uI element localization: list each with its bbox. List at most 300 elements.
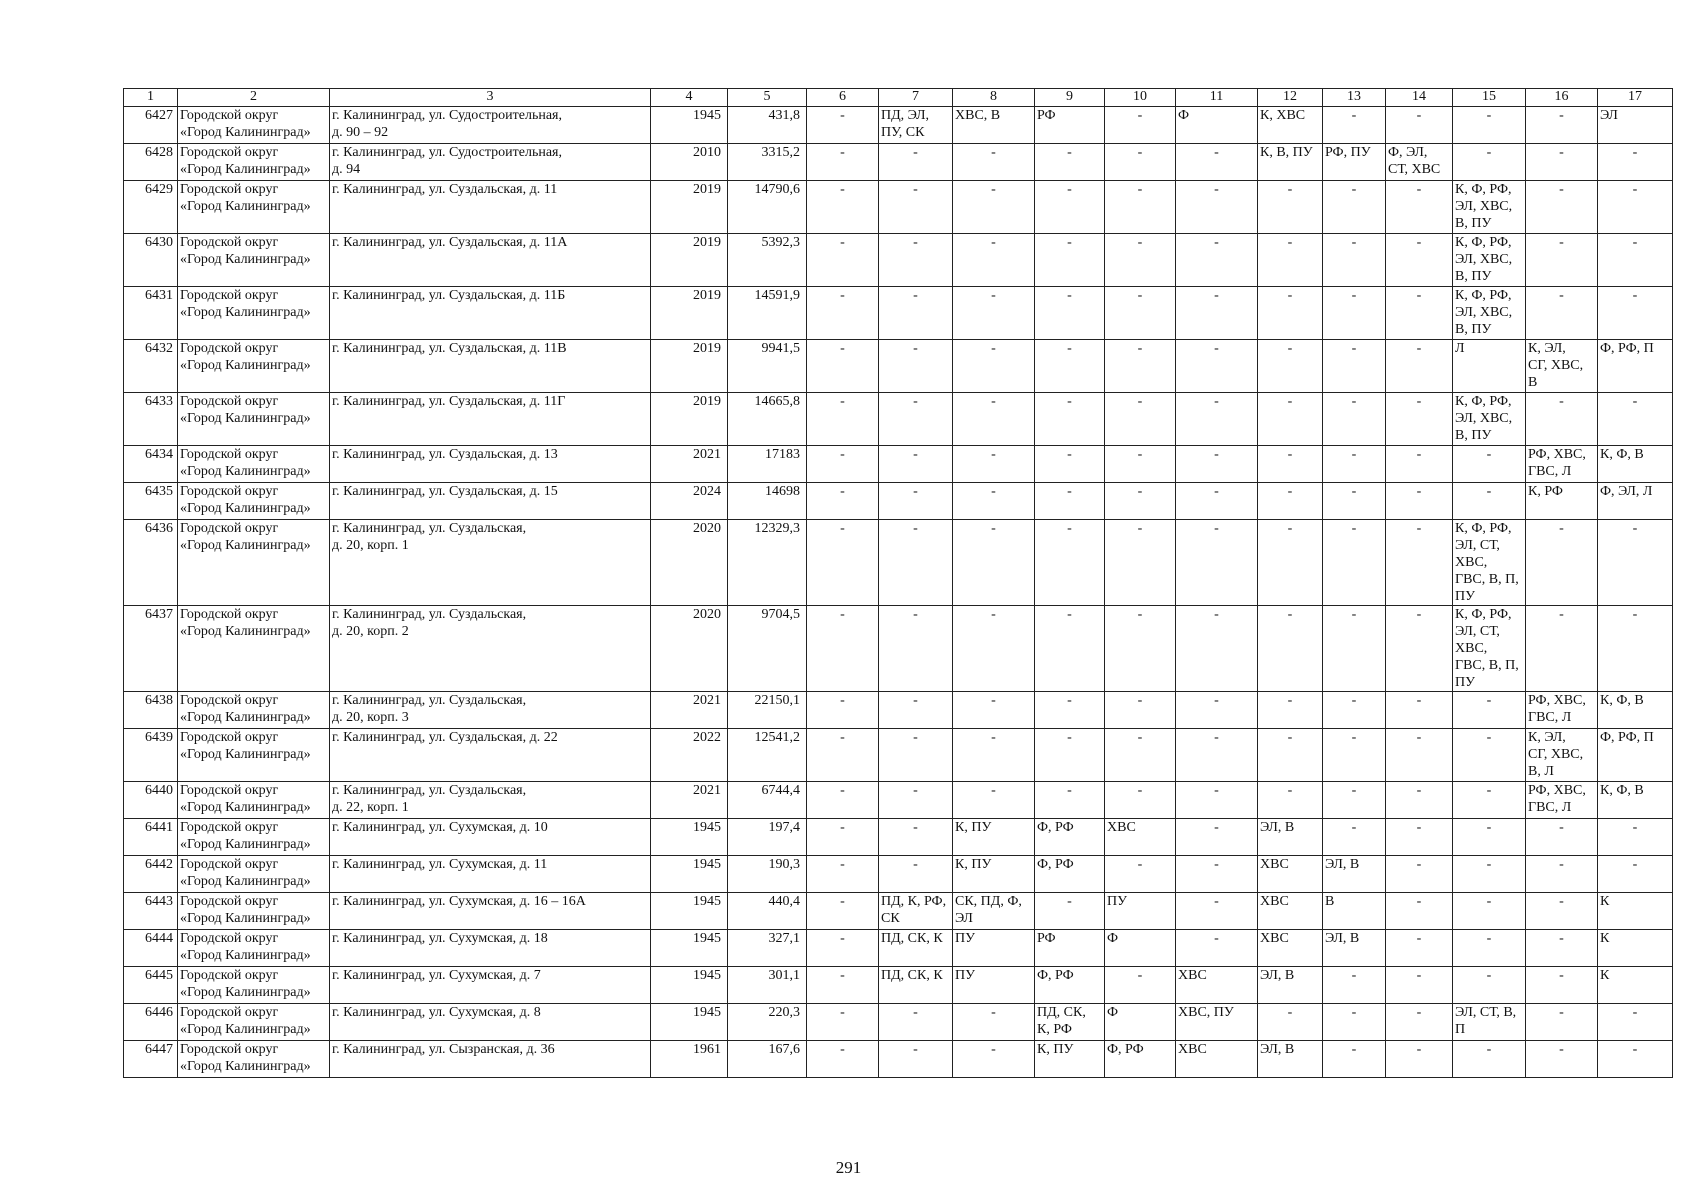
table-cell-col-9: - [1035, 692, 1105, 729]
table-cell-col-17: - [1598, 287, 1673, 340]
table-cell-col-7: - [879, 340, 953, 393]
table-cell-col-10: - [1105, 483, 1176, 520]
table-cell-col-11: - [1176, 729, 1258, 782]
table-cell-col-5: 327,1 [728, 930, 807, 967]
column-header: 8 [953, 89, 1035, 107]
table-cell-col-4: 2019 [651, 393, 728, 446]
table-cell-col-11: - [1176, 692, 1258, 729]
table-cell-col-11: - [1176, 856, 1258, 893]
table-cell-col-4: 2021 [651, 446, 728, 483]
table-cell-col-16: - [1526, 234, 1598, 287]
table-cell-col-10: - [1105, 606, 1176, 692]
table-cell-col-13: - [1323, 107, 1386, 144]
table-cell-col-15: К, Ф, РФ, ЭЛ, СТ, ХВС, ГВС, В, П, ПУ [1453, 606, 1526, 692]
table-cell-col-9: - [1035, 729, 1105, 782]
table-cell-col-10: - [1105, 520, 1176, 606]
table-cell-col-5: 431,8 [728, 107, 807, 144]
table-cell-col-1: 6434 [124, 446, 178, 483]
table-cell-col-16: - [1526, 967, 1598, 1004]
table-cell-col-2: Городской округ «Город Калининград» [178, 287, 330, 340]
table-cell-col-2: Городской округ «Город Калининград» [178, 729, 330, 782]
table-cell-col-12: ХВС [1258, 893, 1323, 930]
table-cell-col-4: 2019 [651, 287, 728, 340]
table-cell-col-11: ХВС [1176, 967, 1258, 1004]
table-cell-col-8: СК, ПД, Ф, ЭЛ [953, 893, 1035, 930]
table-cell-col-3: г. Калининград, ул. Сухумская, д. 18 [330, 930, 651, 967]
table-cell-col-13: - [1323, 181, 1386, 234]
table-cell-col-15: - [1453, 107, 1526, 144]
table-cell-col-15: К, Ф, РФ, ЭЛ, СТ, ХВС, ГВС, В, П, ПУ [1453, 520, 1526, 606]
table-cell-col-4: 2024 [651, 483, 728, 520]
table-cell-col-3: г. Калининград, ул. Суздальская, д. 20, корп. 3 [330, 692, 651, 729]
table-cell-col-16: - [1526, 1041, 1598, 1078]
table-cell-col-16: - [1526, 1004, 1598, 1041]
table-cell-col-16: РФ, ХВС, ГВС, Л [1526, 692, 1598, 729]
column-header: 3 [330, 89, 651, 107]
table-row [124, 967, 1673, 1004]
table-cell-col-10: - [1105, 446, 1176, 483]
table-cell-col-6: - [807, 181, 879, 234]
table-cell-col-17: - [1598, 1004, 1673, 1041]
table-row [124, 340, 1673, 393]
table-cell-col-11: - [1176, 606, 1258, 692]
table-cell-col-2: Городской округ «Город Калининград» [178, 856, 330, 893]
table-cell-col-6: - [807, 340, 879, 393]
table-cell-col-5: 14591,9 [728, 287, 807, 340]
table-cell-col-7: - [879, 819, 953, 856]
table-cell-col-1: 6428 [124, 144, 178, 181]
table-cell-col-5: 220,3 [728, 1004, 807, 1041]
column-header: 5 [728, 89, 807, 107]
table-cell-col-9: - [1035, 893, 1105, 930]
table-cell-col-14: - [1386, 819, 1453, 856]
table-cell-col-5: 301,1 [728, 967, 807, 1004]
table-cell-col-14: - [1386, 930, 1453, 967]
table-cell-col-4: 1945 [651, 893, 728, 930]
table-cell-col-12: - [1258, 606, 1323, 692]
table-cell-col-7: - [879, 144, 953, 181]
column-header: 15 [1453, 89, 1526, 107]
table-cell-col-9: - [1035, 446, 1105, 483]
table-cell-col-3: г. Калининград, ул. Сухумская, д. 10 [330, 819, 651, 856]
table-cell-col-6: - [807, 287, 879, 340]
table-row [124, 1004, 1673, 1041]
table-cell-col-14: - [1386, 692, 1453, 729]
table-cell-col-8: ХВС, В [953, 107, 1035, 144]
table-cell-col-14: - [1386, 234, 1453, 287]
table-cell-col-2: Городской округ «Город Калининград» [178, 393, 330, 446]
table-cell-col-13: - [1323, 606, 1386, 692]
table-cell-col-7: ПД, СК, К [879, 967, 953, 1004]
table-cell-col-8: - [953, 483, 1035, 520]
table-cell-col-10: - [1105, 234, 1176, 287]
table-cell-col-13: РФ, ПУ [1323, 144, 1386, 181]
table-cell-col-12: ХВС [1258, 930, 1323, 967]
table-cell-col-12: ЭЛ, В [1258, 967, 1323, 1004]
table-cell-col-12: К, ХВС [1258, 107, 1323, 144]
table-cell-col-15: - [1453, 967, 1526, 1004]
table-cell-col-14: - [1386, 340, 1453, 393]
table-cell-col-13: - [1323, 234, 1386, 287]
table-cell-col-17: - [1598, 144, 1673, 181]
table-cell-col-2: Городской округ «Город Калининград» [178, 692, 330, 729]
table-row [124, 181, 1673, 234]
column-header: 10 [1105, 89, 1176, 107]
table-cell-col-15: - [1453, 1041, 1526, 1078]
table-cell-col-10: - [1105, 107, 1176, 144]
table-cell-col-17: ЭЛ [1598, 107, 1673, 144]
column-header: 14 [1386, 89, 1453, 107]
table-cell-col-15: - [1453, 729, 1526, 782]
table-row [124, 1041, 1673, 1078]
table-cell-col-7: - [879, 1004, 953, 1041]
table-cell-col-5: 12329,3 [728, 520, 807, 606]
table-cell-col-12: - [1258, 393, 1323, 446]
table-cell-col-8: - [953, 782, 1035, 819]
table-row [124, 287, 1673, 340]
table-cell-col-17: - [1598, 1041, 1673, 1078]
table-cell-col-15: ЭЛ, СТ, В, П [1453, 1004, 1526, 1041]
table-cell-col-16: - [1526, 930, 1598, 967]
table-cell-col-11: - [1176, 483, 1258, 520]
table-cell-col-10: - [1105, 856, 1176, 893]
table-cell-col-4: 2021 [651, 782, 728, 819]
table-cell-col-17: Ф, РФ, П [1598, 729, 1673, 782]
table-cell-col-15: - [1453, 893, 1526, 930]
table-cell-col-14: - [1386, 287, 1453, 340]
table-cell-col-2: Городской округ «Город Калининград» [178, 483, 330, 520]
table-cell-col-4: 2021 [651, 692, 728, 729]
table-cell-col-8: - [953, 287, 1035, 340]
table-cell-col-15: - [1453, 446, 1526, 483]
table-cell-col-16: - [1526, 393, 1598, 446]
table-cell-col-9: - [1035, 144, 1105, 181]
table-cell-col-4: 1945 [651, 856, 728, 893]
table-cell-col-17: - [1598, 393, 1673, 446]
table-cell-col-2: Городской округ «Город Калининград» [178, 107, 330, 144]
table-cell-col-11: - [1176, 520, 1258, 606]
table-cell-col-8: - [953, 234, 1035, 287]
table-cell-col-17: К, Ф, В [1598, 782, 1673, 819]
table-cell-col-17: Ф, ЭЛ, Л [1598, 483, 1673, 520]
table-cell-col-12: ЭЛ, В [1258, 819, 1323, 856]
table-cell-col-6: - [807, 234, 879, 287]
table-cell-col-2: Городской округ «Город Калининград» [178, 1004, 330, 1041]
table-cell-col-4: 2019 [651, 181, 728, 234]
table-cell-col-11: - [1176, 930, 1258, 967]
table-cell-col-12: - [1258, 234, 1323, 287]
table-cell-col-17: К [1598, 930, 1673, 967]
table-cell-col-17: - [1598, 819, 1673, 856]
table-cell-col-12: - [1258, 782, 1323, 819]
table-cell-col-10: - [1105, 340, 1176, 393]
table-cell-col-12: - [1258, 340, 1323, 393]
table-cell-col-1: 6446 [124, 1004, 178, 1041]
table-cell-col-3: г. Калининград, ул. Суздальская, д. 11А [330, 234, 651, 287]
table-cell-col-8: ПУ [953, 930, 1035, 967]
table-cell-col-8: - [953, 393, 1035, 446]
table-cell-col-13: - [1323, 393, 1386, 446]
table-cell-col-4: 2022 [651, 729, 728, 782]
column-header: 7 [879, 89, 953, 107]
table-cell-col-3: г. Калининград, ул. Суздальская, д. 22, корп. 1 [330, 782, 651, 819]
table-cell-col-16: К, РФ [1526, 483, 1598, 520]
column-header: 12 [1258, 89, 1323, 107]
table-cell-col-7: - [879, 234, 953, 287]
column-header: 6 [807, 89, 879, 107]
table-cell-col-11: - [1176, 287, 1258, 340]
table-row [124, 393, 1673, 446]
table-cell-col-13: - [1323, 520, 1386, 606]
table-row [124, 483, 1673, 520]
table-cell-col-7: ПД, ЭЛ, ПУ, СК [879, 107, 953, 144]
table-cell-col-10: - [1105, 144, 1176, 181]
table-cell-col-5: 22150,1 [728, 692, 807, 729]
table-cell-col-16: - [1526, 287, 1598, 340]
table-cell-col-6: - [807, 782, 879, 819]
table-cell-col-1: 6440 [124, 782, 178, 819]
table-row [124, 782, 1673, 819]
column-header: 11 [1176, 89, 1258, 107]
table-cell-col-2: Городской округ «Город Калининград» [178, 234, 330, 287]
table-cell-col-3: г. Калининград, ул. Сызранская, д. 36 [330, 1041, 651, 1078]
table-cell-col-16: - [1526, 856, 1598, 893]
table-cell-col-12: - [1258, 287, 1323, 340]
table-cell-col-17: - [1598, 856, 1673, 893]
table-cell-col-6: - [807, 819, 879, 856]
registry-table [123, 88, 1673, 1078]
table-cell-col-5: 9704,5 [728, 606, 807, 692]
table-cell-col-3: г. Калининград, ул. Суздальская, д. 11 [330, 181, 651, 234]
table-cell-col-11: - [1176, 446, 1258, 483]
table-cell-col-9: - [1035, 287, 1105, 340]
table-cell-col-6: - [807, 393, 879, 446]
table-cell-col-9: Ф, РФ [1035, 856, 1105, 893]
table-cell-col-12: ЭЛ, В [1258, 1041, 1323, 1078]
table-cell-col-3: г. Калининград, ул. Суздальская, д. 20, корп. 1 [330, 520, 651, 606]
table-cell-col-4: 2010 [651, 144, 728, 181]
table-cell-col-17: - [1598, 520, 1673, 606]
table-cell-col-16: К, ЭЛ, СГ, ХВС, В [1526, 340, 1598, 393]
table-cell-col-14: - [1386, 729, 1453, 782]
table-cell-col-15: - [1453, 856, 1526, 893]
table-cell-col-11: - [1176, 181, 1258, 234]
table-cell-col-9: РФ [1035, 930, 1105, 967]
table-cell-col-12: - [1258, 729, 1323, 782]
table-cell-col-8: К, ПУ [953, 819, 1035, 856]
table-cell-col-7: ПД, СК, К [879, 930, 953, 967]
table-cell-col-16: - [1526, 107, 1598, 144]
table-cell-col-17: К [1598, 893, 1673, 930]
table-cell-col-14: - [1386, 393, 1453, 446]
table-cell-col-6: - [807, 930, 879, 967]
table-cell-col-6: - [807, 520, 879, 606]
table-cell-col-5: 3315,2 [728, 144, 807, 181]
table-cell-col-6: - [807, 967, 879, 1004]
table-cell-col-9: - [1035, 782, 1105, 819]
table-cell-col-6: - [807, 1004, 879, 1041]
table-cell-col-9: - [1035, 606, 1105, 692]
table-cell-col-16: К, ЭЛ, СГ, ХВС, В, Л [1526, 729, 1598, 782]
table-cell-col-14: - [1386, 606, 1453, 692]
table-cell-col-10: - [1105, 782, 1176, 819]
table-row [124, 144, 1673, 181]
table-cell-col-14: - [1386, 782, 1453, 819]
table-cell-col-1: 6427 [124, 107, 178, 144]
table-cell-col-2: Городской округ «Город Калининград» [178, 340, 330, 393]
table-cell-col-7: - [879, 181, 953, 234]
table-row [124, 930, 1673, 967]
table-cell-col-5: 6744,4 [728, 782, 807, 819]
table-cell-col-11: Ф [1176, 107, 1258, 144]
table-cell-col-11: - [1176, 819, 1258, 856]
table-cell-col-11: - [1176, 340, 1258, 393]
table-cell-col-5: 197,4 [728, 819, 807, 856]
column-header-row [124, 89, 1673, 107]
table-cell-col-15: К, Ф, РФ, ЭЛ, ХВС, В, ПУ [1453, 393, 1526, 446]
table-cell-col-15: - [1453, 144, 1526, 181]
table-cell-col-14: - [1386, 856, 1453, 893]
table-cell-col-13: - [1323, 483, 1386, 520]
table-cell-col-10: Ф [1105, 930, 1176, 967]
table-cell-col-5: 9941,5 [728, 340, 807, 393]
table-cell-col-3: г. Калининград, ул. Сухумская, д. 16 – 16А [330, 893, 651, 930]
table-cell-col-17: К, Ф, В [1598, 692, 1673, 729]
table-cell-col-7: - [879, 483, 953, 520]
table-cell-col-10: - [1105, 181, 1176, 234]
table-cell-col-14: - [1386, 446, 1453, 483]
column-header: 1 [124, 89, 178, 107]
table-cell-col-17: - [1598, 606, 1673, 692]
table-cell-col-1: 6439 [124, 729, 178, 782]
table-cell-col-5: 190,3 [728, 856, 807, 893]
table-cell-col-8: - [953, 692, 1035, 729]
table-cell-col-10: - [1105, 967, 1176, 1004]
table-cell-col-2: Городской округ «Город Калининград» [178, 606, 330, 692]
table-cell-col-13: - [1323, 729, 1386, 782]
table-cell-col-5: 14665,8 [728, 393, 807, 446]
table-cell-col-9: К, ПУ [1035, 1041, 1105, 1078]
table-cell-col-7: - [879, 692, 953, 729]
table-row [124, 819, 1673, 856]
table-cell-col-3: г. Калининград, ул. Суздальская, д. 22 [330, 729, 651, 782]
table-cell-col-12: - [1258, 692, 1323, 729]
table-cell-col-3: г. Калининград, ул. Суздальская, д. 13 [330, 446, 651, 483]
table-cell-col-16: РФ, ХВС, ГВС, Л [1526, 446, 1598, 483]
table-cell-col-4: 2019 [651, 340, 728, 393]
table-cell-col-11: - [1176, 782, 1258, 819]
table-cell-col-1: 6442 [124, 856, 178, 893]
table-cell-col-13: - [1323, 819, 1386, 856]
table-cell-col-10: ПУ [1105, 893, 1176, 930]
table-cell-col-17: К [1598, 967, 1673, 1004]
table-cell-col-7: - [879, 729, 953, 782]
table-cell-col-8: - [953, 1004, 1035, 1041]
table-cell-col-13: - [1323, 1004, 1386, 1041]
table-cell-col-15: - [1453, 930, 1526, 967]
table-cell-col-13: - [1323, 1041, 1386, 1078]
table-cell-col-8: - [953, 446, 1035, 483]
table-cell-col-13: В [1323, 893, 1386, 930]
table-row [124, 234, 1673, 287]
table-cell-col-1: 6433 [124, 393, 178, 446]
table-cell-col-11: - [1176, 144, 1258, 181]
table-cell-col-3: г. Калининград, ул. Суздальская, д. 11Г [330, 393, 651, 446]
table-cell-col-11: ХВС [1176, 1041, 1258, 1078]
table-cell-col-9: Ф, РФ [1035, 967, 1105, 1004]
table-cell-col-14: - [1386, 1004, 1453, 1041]
table-cell-col-6: - [807, 483, 879, 520]
table-cell-col-10: - [1105, 287, 1176, 340]
table-row [124, 729, 1673, 782]
table-cell-col-8: - [953, 181, 1035, 234]
table-cell-col-13: - [1323, 782, 1386, 819]
table-cell-col-2: Городской округ «Город Калининград» [178, 1041, 330, 1078]
table-cell-col-2: Городской округ «Город Калининград» [178, 520, 330, 606]
table-cell-col-13: ЭЛ, В [1323, 856, 1386, 893]
table-cell-col-10: Ф, РФ [1105, 1041, 1176, 1078]
table-row [124, 856, 1673, 893]
table-cell-col-6: - [807, 856, 879, 893]
table-cell-col-1: 6436 [124, 520, 178, 606]
table-cell-col-10: Ф [1105, 1004, 1176, 1041]
table-cell-col-15: - [1453, 483, 1526, 520]
table-cell-col-6: - [807, 144, 879, 181]
table-cell-col-11: - [1176, 393, 1258, 446]
table-cell-col-2: Городской округ «Город Калининград» [178, 819, 330, 856]
table-cell-col-15: К, Ф, РФ, ЭЛ, ХВС, В, ПУ [1453, 181, 1526, 234]
table-cell-col-7: - [879, 520, 953, 606]
table-cell-col-11: - [1176, 893, 1258, 930]
table-cell-col-4: 1945 [651, 107, 728, 144]
table-cell-col-16: - [1526, 520, 1598, 606]
table-cell-col-4: 2019 [651, 234, 728, 287]
table-cell-col-6: - [807, 1041, 879, 1078]
column-header: 17 [1598, 89, 1673, 107]
table-cell-col-8: ПУ [953, 967, 1035, 1004]
table-cell-col-14: - [1386, 967, 1453, 1004]
table-cell-col-10: - [1105, 393, 1176, 446]
table-cell-col-1: 6447 [124, 1041, 178, 1078]
table-cell-col-5: 12541,2 [728, 729, 807, 782]
table-cell-col-7: - [879, 606, 953, 692]
table-cell-col-16: - [1526, 893, 1598, 930]
table-cell-col-14: - [1386, 520, 1453, 606]
table-cell-col-9: - [1035, 483, 1105, 520]
table-cell-col-13: - [1323, 446, 1386, 483]
column-header: 13 [1323, 89, 1386, 107]
table-cell-col-16: - [1526, 606, 1598, 692]
table-cell-col-8: К, ПУ [953, 856, 1035, 893]
table-row [124, 446, 1673, 483]
table-row [124, 893, 1673, 930]
table-cell-col-16: - [1526, 181, 1598, 234]
table-cell-col-1: 6430 [124, 234, 178, 287]
table-cell-col-3: г. Калининград, ул. Судостроительная, д. 90 – 92 [330, 107, 651, 144]
table-row [124, 692, 1673, 729]
table-cell-col-9: Ф, РФ [1035, 819, 1105, 856]
table-cell-col-15: К, Ф, РФ, ЭЛ, ХВС, В, ПУ [1453, 234, 1526, 287]
table-cell-col-2: Городской округ «Город Калининград» [178, 782, 330, 819]
table-cell-col-11: ХВС, ПУ [1176, 1004, 1258, 1041]
table-cell-col-1: 6431 [124, 287, 178, 340]
table-cell-col-1: 6429 [124, 181, 178, 234]
table-cell-col-2: Городской округ «Город Калининград» [178, 893, 330, 930]
table-cell-col-1: 6443 [124, 893, 178, 930]
page-number: 291 [835, 1158, 862, 1177]
table-cell-col-12: К, В, ПУ [1258, 144, 1323, 181]
table-cell-col-2: Городской округ «Город Калининград» [178, 144, 330, 181]
